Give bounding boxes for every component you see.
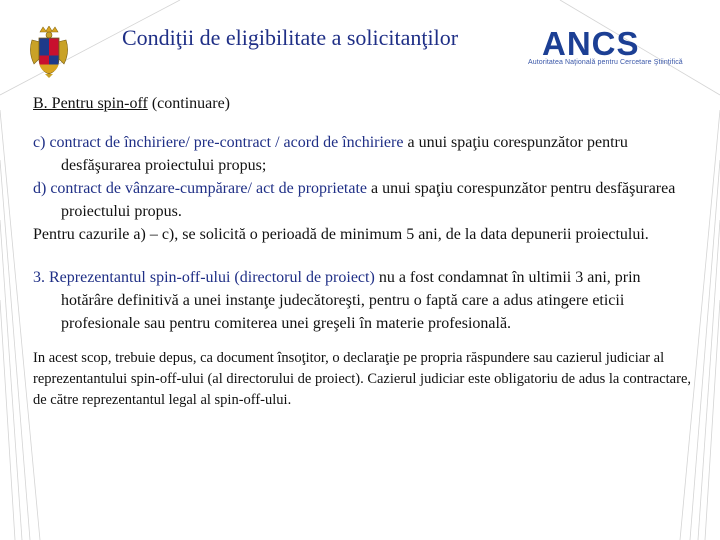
ancs-logo-wordmark: ANCS bbox=[542, 25, 640, 62]
item-c-text: a unui spaţiu corespunzător pentru desfăşurarea proiectului propus; bbox=[61, 134, 628, 174]
point-3-highlight: Reprezentantul spin-off-ului (directorul de proiect) bbox=[49, 269, 375, 286]
point-3-prefix: 3. bbox=[33, 269, 49, 286]
item-d-highlight: contract de vânzare-cumpărare/ act de proprietate bbox=[50, 180, 368, 197]
slide-content bbox=[33, 92, 693, 411]
section-heading-bold: B. Pentru spin-off bbox=[33, 95, 148, 112]
section-heading bbox=[33, 92, 693, 115]
item-d-text: a unui spaţiu corespunzător pentru desfăşurarea proiectului propus. bbox=[61, 180, 676, 220]
ancs-logo bbox=[528, 25, 688, 72]
duration-note: Pentru cazurile a) – c), se solicită o perioadă de minimum 5 ani, de la data depunerii proiectului. bbox=[33, 226, 649, 243]
item-d-prefix: d) bbox=[33, 180, 51, 197]
point-3-text: nu a fost condamnat în ultimii 3 ani, prin hotărâre definitivă a unei instanţe judecătoreşti, pentru o faptă care a adus atingere eticii profesionale sau pentru comiterea unei greşeli în materie profesională. bbox=[61, 269, 641, 332]
item-c bbox=[33, 131, 693, 177]
ancs-logo-subtitle: Autoritatea Naţională pentru Cercetare Ştiinţifică bbox=[528, 59, 683, 66]
point-3 bbox=[33, 266, 693, 335]
footnote-paragraph: In acest scop, trebuie depus, ca document însoţitor, o declaraţie pe propria răspundere sau cazierul judiciar al reprezentantului spin-off-ului (al directorului de proiect). Cazierul judiciar este obligatoriu de adus la contractare, de către reprezentantul legal al spin-off-ului. bbox=[33, 350, 692, 408]
page-title: Condiţii de eligibilitate a solicitanţilor bbox=[122, 25, 459, 50]
slide-header bbox=[0, 0, 720, 90]
item-c-prefix: c) bbox=[33, 134, 50, 151]
item-d bbox=[33, 177, 693, 223]
romania-coat-of-arms-icon bbox=[28, 26, 70, 78]
section-heading-rest: (continuare) bbox=[147, 95, 230, 112]
item-c-highlight: contract de închiriere/ pre-contract / acord de închiriere bbox=[49, 134, 404, 151]
